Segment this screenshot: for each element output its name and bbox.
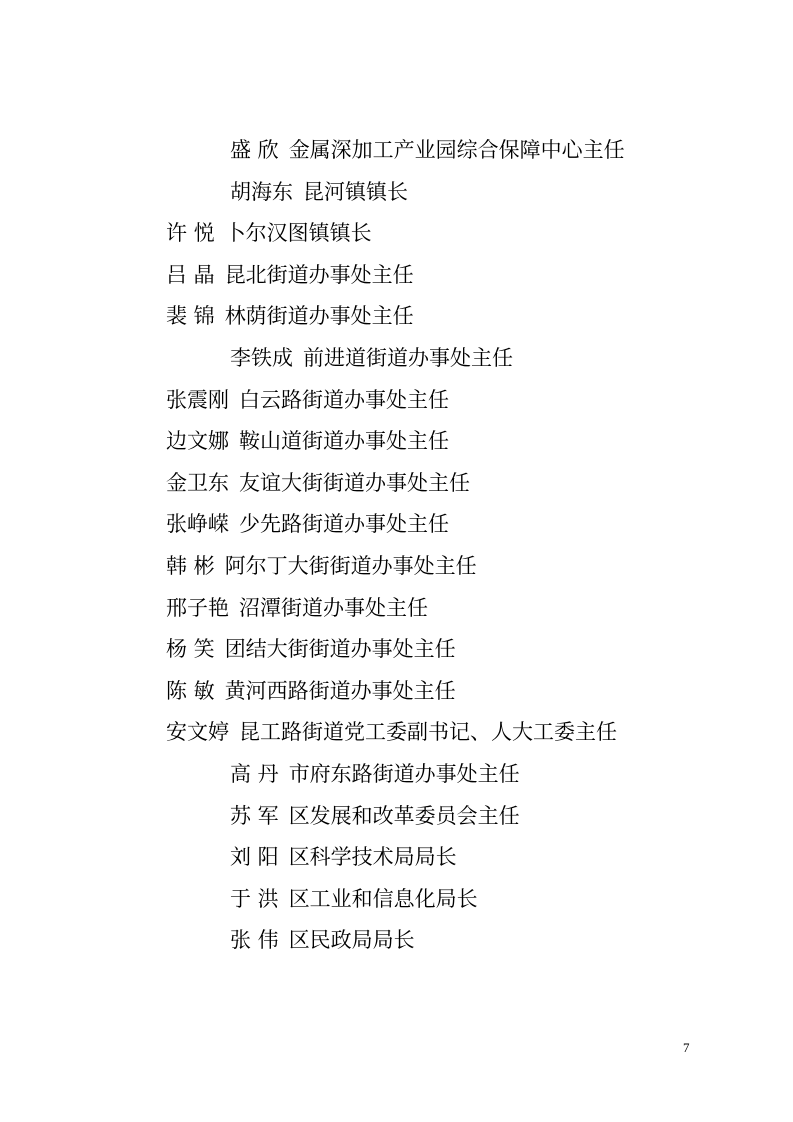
person-title: 区工业和信息化局长 [288, 887, 478, 911]
personnel-entry [230, 135, 625, 165]
personnel-entry [230, 842, 457, 872]
personnel-entry [230, 177, 408, 207]
person-title: 白云路街道办事处主任 [239, 388, 449, 412]
personnel-entry [166, 260, 414, 290]
person-name: 张峥嵘 [166, 512, 229, 536]
person-title: 昆北街道办事处主任 [224, 263, 414, 287]
person-title: 昆河镇镇长 [303, 180, 408, 204]
personnel-entry [230, 759, 520, 789]
person-name: 吕 晶 [166, 263, 215, 287]
person-name: 张 伟 [230, 928, 279, 952]
person-name: 边文娜 [166, 429, 229, 453]
person-title: 区民政局局长 [288, 928, 415, 952]
person-title: 金属深加工产业园综合保障中心主任 [288, 138, 625, 162]
person-name: 苏 军 [230, 804, 279, 828]
person-name: 安文婷 [166, 720, 229, 744]
personnel-entry [166, 717, 617, 747]
person-title: 昆工路街道党工委副书记、人大工委主任 [239, 720, 617, 744]
personnel-entry [230, 925, 415, 955]
person-title: 沼潭街道办事处主任 [239, 596, 428, 620]
personnel-entry [166, 676, 456, 706]
personnel-entry [166, 634, 456, 664]
person-title: 团结大街街道办事处主任 [224, 637, 456, 661]
person-name: 李铁成 [230, 346, 293, 370]
person-name: 盛 欣 [230, 138, 279, 162]
person-name: 张震刚 [166, 388, 229, 412]
personnel-entry [166, 301, 414, 331]
personnel-entry [230, 884, 478, 914]
person-title: 友谊大街街道办事处主任 [239, 471, 470, 495]
person-name: 许 悦 [166, 221, 215, 245]
person-title: 黄河西路街道办事处主任 [224, 679, 456, 703]
person-title: 鞍山道街道办事处主任 [239, 429, 449, 453]
person-name: 刘 阳 [230, 845, 279, 869]
person-name: 高 丹 [230, 762, 279, 786]
person-name: 杨 笑 [166, 637, 215, 661]
personnel-entry [166, 426, 449, 456]
personnel-entry [230, 343, 513, 373]
personnel-entry [166, 509, 449, 539]
page-number: 7 [683, 1040, 690, 1055]
person-title: 前进道街道办事处主任 [303, 346, 513, 370]
personnel-entry [166, 593, 428, 623]
personnel-entry [166, 551, 477, 581]
person-name: 金卫东 [166, 471, 229, 495]
person-name: 胡海东 [230, 180, 293, 204]
person-name: 裴 锦 [166, 304, 215, 328]
person-name: 于 洪 [230, 887, 279, 911]
personnel-entry [166, 218, 372, 248]
person-title: 区科学技术局局长 [288, 845, 457, 869]
person-title: 市府东路街道办事处主任 [288, 762, 520, 786]
person-title: 区发展和改革委员会主任 [288, 804, 520, 828]
personnel-entry [166, 385, 449, 415]
person-title: 少先路街道办事处主任 [239, 512, 449, 536]
person-name: 邢子艳 [166, 596, 229, 620]
personnel-entry [166, 468, 470, 498]
person-name: 韩 彬 [166, 554, 215, 578]
person-name: 陈 敏 [166, 679, 215, 703]
personnel-entry [230, 801, 520, 831]
person-title: 阿尔丁大街街道办事处主任 [224, 554, 477, 578]
person-title: 林荫街道办事处主任 [224, 304, 414, 328]
person-title: 卜尔汉图镇镇长 [224, 221, 372, 245]
